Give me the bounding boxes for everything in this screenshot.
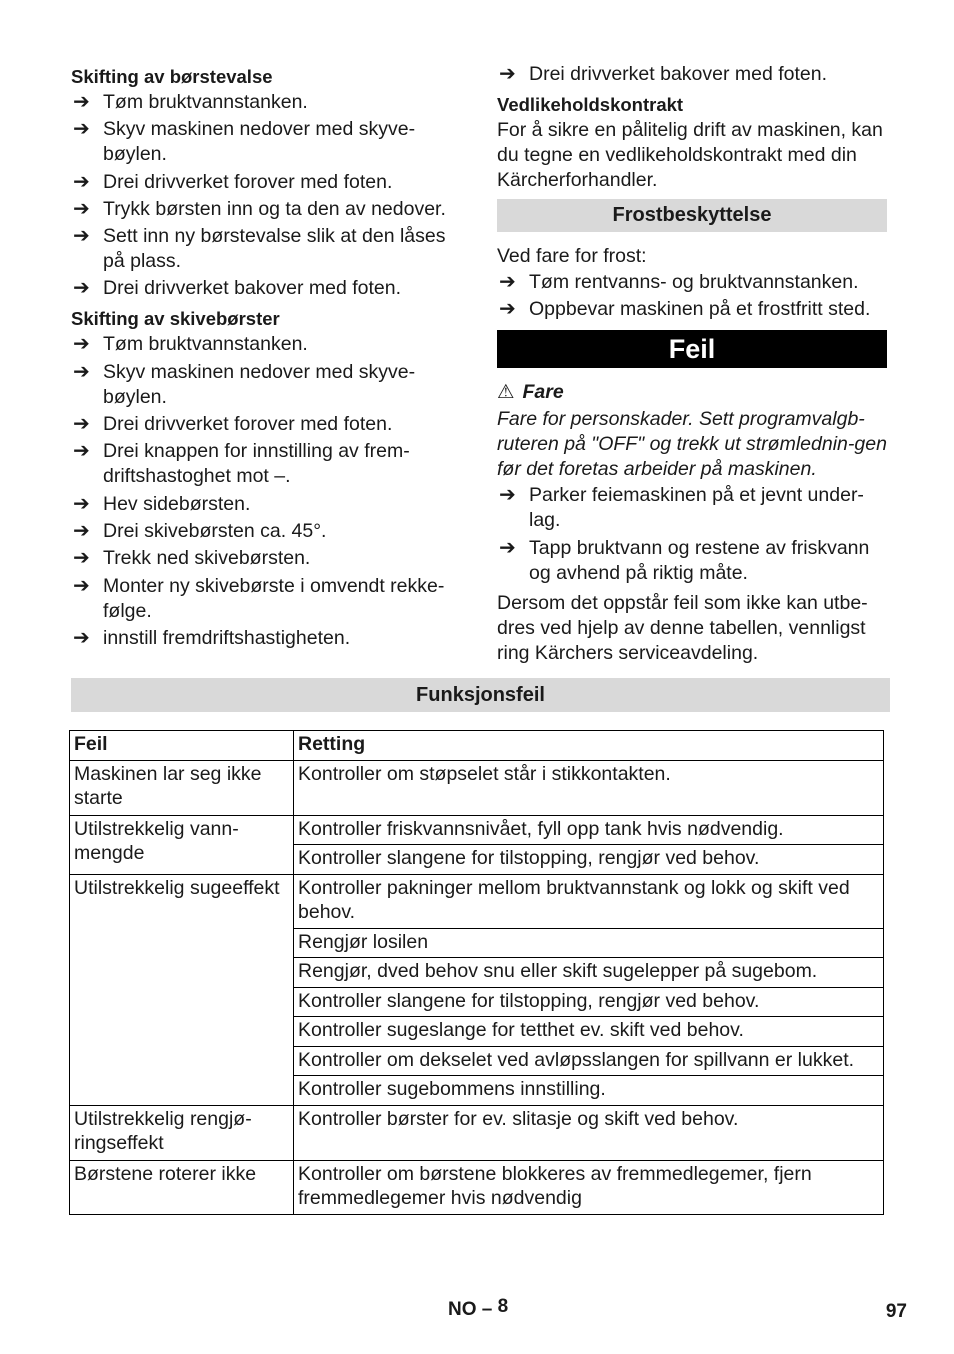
step-item: ➔ Drei drivverket forover med foten. bbox=[73, 170, 393, 193]
arrow-right-icon: ➔ bbox=[73, 118, 90, 141]
step-item: ➔ Drei drivverket forover med foten. bbox=[73, 413, 393, 436]
table-row bbox=[70, 1105, 884, 1160]
section-heading-brush-roller: Skifting av børstevalse bbox=[71, 66, 273, 87]
step-item: ➔ Parker feiemaskinen på et jevnt under-lag. bbox=[499, 484, 864, 532]
column-header-fix: Retting bbox=[294, 731, 884, 761]
arrow-right-icon: ➔ bbox=[73, 413, 90, 436]
feil-outro: Dersom det oppstår feil som ikke kan utbe-dres ved hjelp av denne tabellen, vennligst ring Kärchers serviceavdeling. bbox=[497, 591, 868, 664]
step-item: ➔ Tøm bruktvannstanken. bbox=[73, 91, 308, 113]
step-item: ➔ Drei drivverket bakover med foten. bbox=[499, 63, 828, 85]
arrow-right-icon: ➔ bbox=[73, 440, 90, 463]
table-row bbox=[70, 760, 884, 815]
step-item: ➔ innstill fremdriftshastigheten. bbox=[73, 626, 351, 649]
fix-cell: Kontroller om børstene blokkeres av fremmedlegemer, fjern fremmedlegemer hvis nødvendig bbox=[294, 1160, 884, 1214]
table-row bbox=[70, 874, 884, 928]
fix-cell: Kontroller om dekselet ved avløpsslangen for spillvann er lukket. bbox=[294, 1046, 884, 1076]
step-list-brush-roller bbox=[71, 90, 461, 301]
section-heading-maintenance: Vedlikeholdskontrakt bbox=[497, 94, 684, 115]
fix-cell: Kontroller friskvannsnivået, fyll opp tank hvis nødvendig. bbox=[294, 815, 884, 845]
arrow-right-icon: ➔ bbox=[73, 574, 90, 597]
arrow-right-icon: ➔ bbox=[73, 225, 90, 248]
section-heading-disc-brushes: Skifting av skivebørster bbox=[71, 308, 280, 330]
maintenance-text: For å sikre en pålitelig drift av maskinen, kan du tegne en vedlikeholdskontrakt med din Kärcherforhandler. bbox=[497, 119, 883, 191]
arrow-right-icon: ➔ bbox=[73, 91, 90, 113]
arrow-right-icon: ➔ bbox=[73, 197, 90, 220]
step-item: ➔ Tapp bruktvann og restene av friskvann og avhend på riktig måte. bbox=[499, 536, 870, 584]
frost-intro: Ved fare for frost: bbox=[497, 245, 647, 267]
fix-cell: Kontroller børster for ev. slitasje og skift ved behov. bbox=[294, 1105, 884, 1160]
fix-cell: Rengjør losilen bbox=[294, 928, 884, 958]
arrow-right-icon: ➔ bbox=[499, 63, 516, 85]
step-item: ➔ Trykk børsten inn og ta den av nedover. bbox=[73, 197, 446, 220]
footer-section-label: NO – 8 bbox=[448, 1296, 509, 1320]
fault-cell: Maskinen lar seg ikke starte bbox=[70, 760, 294, 815]
step-list-frost bbox=[497, 270, 887, 322]
warning-triangle-icon: ⚠ bbox=[497, 381, 515, 404]
step-item: ➔ Oppbevar maskinen på et frostfritt sted. bbox=[499, 298, 871, 321]
arrow-right-icon: ➔ bbox=[73, 333, 90, 356]
arrow-right-icon: ➔ bbox=[499, 484, 516, 507]
arrow-right-icon: ➔ bbox=[499, 536, 516, 559]
table-header-row bbox=[70, 731, 884, 761]
left-column bbox=[71, 62, 461, 656]
fix-cell: Kontroller sugeslange for tetthet ev. skift ved behov. bbox=[294, 1017, 884, 1047]
arrow-right-icon: ➔ bbox=[73, 626, 90, 649]
table-row bbox=[70, 815, 884, 845]
step-item: ➔ Hev sidebørsten. bbox=[73, 492, 251, 515]
fault-cell: Utilstrekkelig rengjø-ringseffekt bbox=[70, 1105, 294, 1160]
fix-cell: Rengjør, dved behov snu eller skift sugelepper på sugebom. bbox=[294, 958, 884, 988]
step-item: ➔ Skyv maskinen nedover med skyve-bøylen. bbox=[73, 360, 416, 408]
feil-heading: Feil bbox=[497, 330, 887, 368]
step-item: ➔ Skyv maskinen nedover med skyve-bøylen. bbox=[73, 118, 416, 166]
fault-cell: Utilstrekkelig vann-mengde bbox=[70, 815, 294, 874]
fault-cell: Børstene roterer ikke bbox=[70, 1160, 294, 1214]
arrow-right-icon: ➔ bbox=[73, 277, 90, 300]
column-header-fault: Feil bbox=[70, 731, 294, 761]
step-item: ➔ Drei knappen for innstilling av frem-driftshastoghet mot –. bbox=[73, 440, 410, 488]
frost-heading: Frostbeskyttelse bbox=[497, 199, 887, 232]
fix-cell: Kontroller sugebommens innstilling. bbox=[294, 1076, 884, 1106]
table-title: Funksjonsfeil bbox=[71, 678, 890, 712]
arrow-right-icon: ➔ bbox=[73, 492, 90, 515]
right-column bbox=[497, 62, 887, 672]
fix-cell: Kontroller pakninger mellom bruktvannstank og lokk og skift ved behov. bbox=[294, 874, 884, 928]
step-item: ➔ Drei drivverket bakover med foten. bbox=[73, 277, 402, 300]
arrow-right-icon: ➔ bbox=[73, 170, 90, 193]
arrow-right-icon: ➔ bbox=[73, 360, 90, 383]
arrow-right-icon: ➔ bbox=[73, 519, 90, 542]
page-number: 97 bbox=[885, 1301, 907, 1322]
fix-cell: Kontroller slangene for tilstopping, rengjør ved behov. bbox=[294, 845, 884, 875]
step-item: ➔ Monter ny skivebørste i omvendt rekke-følge. bbox=[73, 574, 445, 622]
arrow-right-icon: ➔ bbox=[499, 298, 516, 321]
step-list-feil bbox=[497, 483, 887, 585]
arrow-right-icon: ➔ bbox=[499, 271, 516, 293]
step-item: ➔ Trekk ned skivebørsten. bbox=[73, 547, 311, 570]
warning-text: Fare for personskader. Sett programvalgb-ruteren på "OFF" og trekk ut strømlednin-gen før det foretas arbeider på maskinen. bbox=[497, 408, 887, 481]
arrow-right-icon: ➔ bbox=[73, 547, 90, 570]
step-item: ➔ Drei skivebørsten ca. 45°. bbox=[73, 519, 327, 542]
step-list-disc-brushes bbox=[71, 332, 461, 650]
step-item: ➔ Tøm bruktvannstanken. bbox=[73, 333, 308, 356]
fix-cell: Kontroller om støpselet står i stikkontakten. bbox=[294, 760, 884, 815]
step-list-continued bbox=[497, 62, 887, 87]
step-item: ➔ Tøm rentvanns- og bruktvannstanken. bbox=[499, 271, 859, 293]
step-item: ➔ Sett inn ny børstevalse slik at den låses på plass. bbox=[73, 225, 446, 273]
fix-cell: Kontroller slangene for tilstopping, rengjør ved behov. bbox=[294, 987, 884, 1017]
fault-cell: Utilstrekkelig sugeeffekt bbox=[70, 874, 294, 1105]
warning-title: ⚠ Fare bbox=[497, 381, 564, 404]
table-row bbox=[70, 1160, 884, 1214]
fault-table bbox=[69, 730, 884, 1215]
